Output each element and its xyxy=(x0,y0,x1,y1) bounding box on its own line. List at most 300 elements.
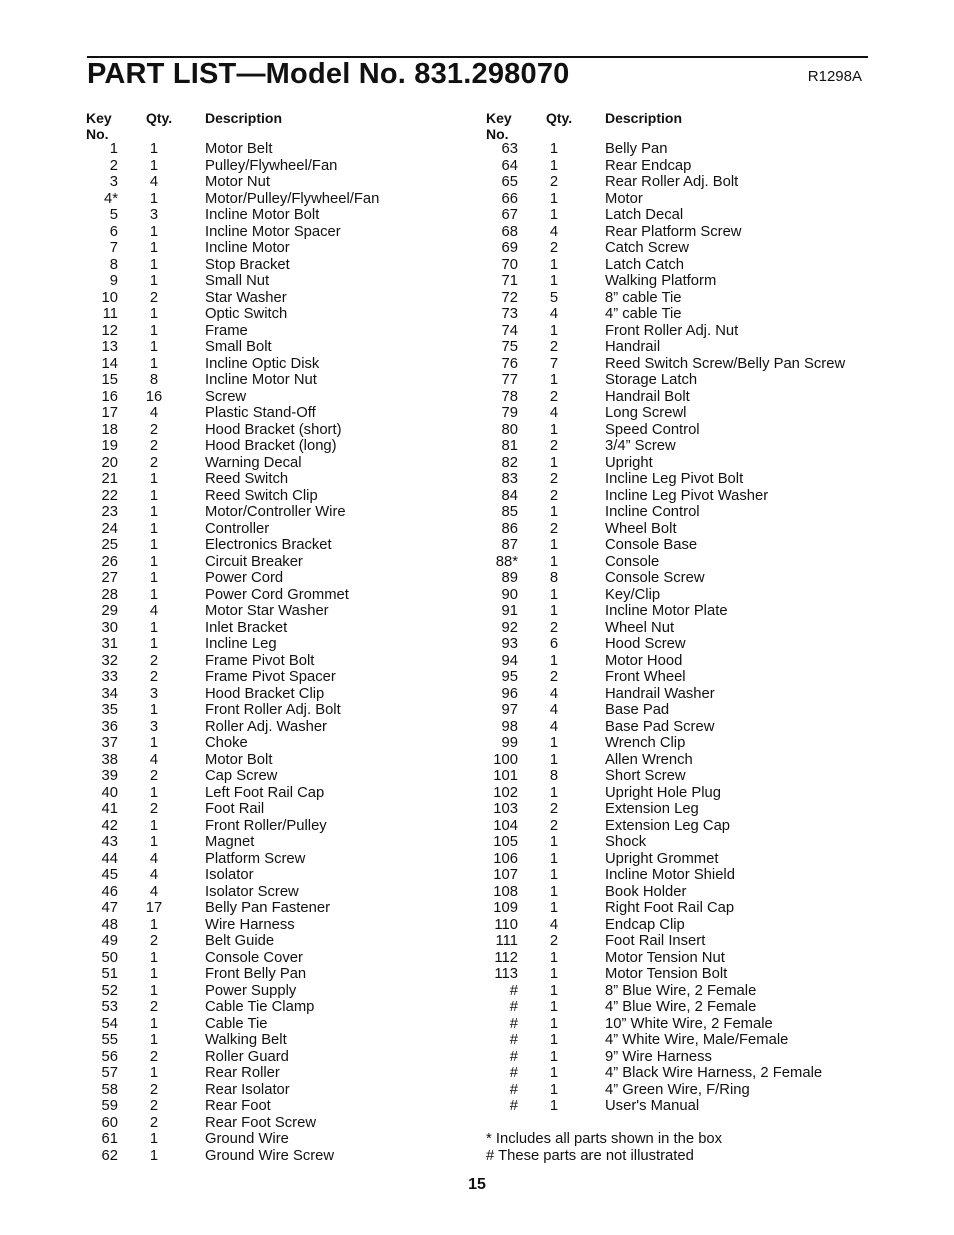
part-key-no: 56 xyxy=(101,1048,118,1065)
part-qty: 1 xyxy=(149,322,159,339)
part-description: 4” Black Wire Harness, 2 Female xyxy=(605,1065,823,1081)
part-qty: 4 xyxy=(149,751,159,768)
part-description: Rear Roller xyxy=(205,1065,280,1081)
part-qty: 1 xyxy=(149,553,159,570)
part-qty: 1 xyxy=(549,190,559,207)
part-key-no: # xyxy=(509,1032,518,1048)
part-qty: 3 xyxy=(149,718,159,735)
part-key-no: 67 xyxy=(501,207,518,223)
part-description: Console xyxy=(605,553,660,570)
part-key-no: 91 xyxy=(501,603,518,619)
part-qty: 2 xyxy=(549,388,559,405)
part-qty: 1 xyxy=(549,1065,559,1081)
part-key-no: 45 xyxy=(101,867,118,883)
part-key-no: 17 xyxy=(101,405,118,421)
part-description: Circuit Breaker xyxy=(205,553,303,570)
part-description: Stop Bracket xyxy=(205,256,290,273)
part-qty: 16 xyxy=(145,388,163,405)
part-key-no: 74 xyxy=(501,322,518,339)
part-qty: 8 xyxy=(549,570,559,586)
part-qty: 1 xyxy=(549,372,559,388)
key-no-header: Key No. xyxy=(86,110,112,142)
part-key-no: 109 xyxy=(493,900,518,916)
part-description: Rear Platform Screw xyxy=(605,223,742,240)
part-qty: 1 xyxy=(549,504,559,520)
part-qty: 2 xyxy=(549,174,559,190)
part-key-no: # xyxy=(509,1098,518,1114)
part-description: Shock xyxy=(605,834,647,850)
part-key-no: 99 xyxy=(501,735,518,751)
part-description: Key/Clip xyxy=(605,586,661,603)
part-qty: 2 xyxy=(149,1098,159,1114)
part-key-no: 2 xyxy=(109,157,118,174)
part-key-no: 26 xyxy=(101,553,118,570)
part-key-no: 84 xyxy=(501,487,518,504)
part-qty: 1 xyxy=(549,1015,559,1032)
part-key-no: 93 xyxy=(501,636,518,652)
part-description: Incline Motor Bolt xyxy=(205,207,320,223)
part-description: Electronics Bracket xyxy=(205,537,332,553)
part-qty: 4 xyxy=(549,718,559,735)
part-qty: 1 xyxy=(149,817,159,834)
part-key-no: 71 xyxy=(501,273,518,289)
part-qty: 1 xyxy=(549,256,559,273)
part-key-no: 90 xyxy=(501,586,518,603)
part-key-no: 9 xyxy=(109,273,118,289)
part-qty: 1 xyxy=(549,883,559,900)
part-description: Small Nut xyxy=(205,273,270,289)
part-key-no: 18 xyxy=(101,421,118,438)
part-key-no: 23 xyxy=(101,504,118,520)
part-key-no: 87 xyxy=(501,537,518,553)
part-qty: 1 xyxy=(149,504,159,520)
part-description: Motor Hood xyxy=(605,652,683,669)
part-description: Front Roller Adj. Bolt xyxy=(205,702,341,718)
part-description: Belly Pan Fastener xyxy=(205,900,331,916)
part-description: Incline Control xyxy=(605,504,700,520)
part-qty: 1 xyxy=(549,867,559,883)
part-description: Star Washer xyxy=(205,289,287,306)
part-qty: 1 xyxy=(149,157,159,174)
part-qty: 1 xyxy=(149,355,159,372)
part-key-no: 63 xyxy=(501,141,518,157)
part-key-no: 14 xyxy=(101,355,118,372)
part-key-no: 100 xyxy=(493,751,518,768)
part-qty: 1 xyxy=(549,966,559,982)
part-key-no: 92 xyxy=(501,619,518,636)
part-qty: 2 xyxy=(549,817,559,834)
part-description: Endcap Clip xyxy=(605,916,685,933)
part-description: Incline Motor xyxy=(205,240,290,256)
part-qty: 4 xyxy=(549,685,559,702)
part-qty: 1 xyxy=(149,586,159,603)
part-description: Motor Tension Bolt xyxy=(605,966,728,982)
part-description: Incline Motor Shield xyxy=(605,867,735,883)
part-description: Reed Switch xyxy=(205,471,289,487)
part-qty: 2 xyxy=(549,487,559,504)
part-key-no: 24 xyxy=(101,520,118,537)
part-key-no: 95 xyxy=(501,669,518,685)
part-description: Storage Latch xyxy=(605,372,698,388)
part-qty: 5 xyxy=(549,289,559,306)
part-key-no: 12 xyxy=(101,322,118,339)
part-key-no: 16 xyxy=(101,388,118,405)
part-key-no: 53 xyxy=(101,999,118,1015)
part-qty: 1 xyxy=(149,339,159,355)
part-description: Incline Optic Disk xyxy=(205,355,320,372)
part-key-no: 64 xyxy=(501,157,518,174)
part-qty: 1 xyxy=(549,553,559,570)
part-description: Reed Switch Clip xyxy=(205,487,318,504)
part-description: Magnet xyxy=(205,834,255,850)
part-qty: 1 xyxy=(149,1032,159,1048)
part-description: Controller xyxy=(205,520,270,537)
part-key-no: # xyxy=(509,982,518,999)
part-key-no: 19 xyxy=(101,438,118,454)
part-key-no: 102 xyxy=(493,784,518,801)
part-key-no: 32 xyxy=(101,652,118,669)
part-qty: 4 xyxy=(549,223,559,240)
part-key-no: # xyxy=(509,1015,518,1032)
part-key-no: 113 xyxy=(494,966,518,982)
part-qty: 1 xyxy=(549,141,559,157)
part-description: Hood Screw xyxy=(605,636,686,652)
part-description: Frame Pivot Spacer xyxy=(205,669,336,685)
footnote-asterisk: * Includes all parts shown in the box xyxy=(486,1131,723,1147)
part-qty: 1 xyxy=(149,735,159,751)
part-description: Belt Guide xyxy=(205,933,275,949)
part-qty: 4 xyxy=(149,883,159,900)
part-key-no: 77 xyxy=(501,372,518,388)
part-qty: 1 xyxy=(549,735,559,751)
part-qty: 8 xyxy=(549,768,559,784)
part-description: Belly Pan xyxy=(605,141,668,157)
part-key-no: 34 xyxy=(101,685,118,702)
part-qty: 8 xyxy=(149,372,159,388)
part-key-no: 58 xyxy=(101,1081,118,1098)
part-description: Frame Pivot Bolt xyxy=(205,652,315,669)
part-description: 8” cable Tie xyxy=(605,289,682,306)
part-qty: 7 xyxy=(549,355,559,372)
part-key-no: # xyxy=(509,1081,518,1098)
part-key-no: 49 xyxy=(101,933,118,949)
part-qty: 1 xyxy=(549,1098,559,1114)
part-description: Walking Belt xyxy=(205,1032,287,1048)
part-qty: 1 xyxy=(149,834,159,850)
part-qty: 1 xyxy=(549,1081,559,1098)
part-qty: 1 xyxy=(549,834,559,850)
part-description: Front Roller Adj. Nut xyxy=(605,322,739,339)
part-qty: 1 xyxy=(149,982,159,999)
part-qty: 1 xyxy=(149,784,159,801)
part-key-no: 1 xyxy=(109,141,118,157)
part-key-no: 28 xyxy=(101,586,118,603)
part-description: Motor/Controller Wire xyxy=(205,504,346,520)
part-key-no: 86 xyxy=(501,520,518,537)
part-key-no: 79 xyxy=(501,405,518,421)
part-description: Power Supply xyxy=(205,982,297,999)
part-qty: 1 xyxy=(149,306,159,322)
part-description: Extension Leg xyxy=(605,801,699,817)
part-key-no: 108 xyxy=(493,883,518,900)
part-description: Foot Rail Insert xyxy=(605,933,706,949)
part-key-no: 97 xyxy=(501,702,518,718)
part-qty: 1 xyxy=(549,454,559,471)
part-qty: 1 xyxy=(549,603,559,619)
part-key-no: 42 xyxy=(101,817,118,834)
part-description: Cable Tie Clamp xyxy=(205,999,315,1015)
part-qty: 1 xyxy=(549,207,559,223)
part-description: Allen Wrench xyxy=(605,751,693,768)
part-description: Cap Screw xyxy=(205,768,278,784)
part-qty: 1 xyxy=(549,273,559,289)
part-key-no: 61 xyxy=(101,1131,118,1147)
part-key-no: 11 xyxy=(102,306,118,322)
part-key-no: 80 xyxy=(501,421,518,438)
part-description: Front Roller/Pulley xyxy=(205,817,327,834)
part-description: Incline Leg xyxy=(205,636,277,652)
part-qty: 4 xyxy=(149,405,159,421)
part-description: Motor Belt xyxy=(205,141,273,157)
part-description: Console Screw xyxy=(605,570,705,586)
part-qty: 1 xyxy=(149,619,159,636)
document-code: R1298A xyxy=(807,68,862,85)
part-key-no: 62 xyxy=(101,1147,118,1164)
part-key-no: 54 xyxy=(101,1015,118,1032)
part-description: Wrench Clip xyxy=(605,735,686,751)
part-qty: 2 xyxy=(149,1114,159,1131)
part-qty: 1 xyxy=(549,537,559,553)
part-description: Incline Motor Plate xyxy=(605,603,728,619)
part-qty: 2 xyxy=(549,438,559,454)
description-header: Description xyxy=(205,110,283,126)
part-description: Ground Wire xyxy=(205,1131,289,1147)
part-description: Rear Foot Screw xyxy=(205,1114,317,1131)
part-key-no: 60 xyxy=(101,1114,118,1131)
page-number: 15 xyxy=(468,1176,486,1193)
part-key-no: 70 xyxy=(501,256,518,273)
part-qty: 4 xyxy=(549,702,559,718)
part-description: Isolator Screw xyxy=(205,883,299,900)
part-qty: 4 xyxy=(149,603,159,619)
part-description: Ground Wire Screw xyxy=(205,1147,335,1164)
part-qty: 1 xyxy=(149,1147,159,1164)
part-key-no: 33 xyxy=(101,669,118,685)
part-qty: 6 xyxy=(549,636,559,652)
part-description: Long Screwl xyxy=(605,405,687,421)
part-description: Small Bolt xyxy=(205,339,272,355)
part-description: User's Manual xyxy=(605,1098,700,1114)
part-key-no: 13 xyxy=(101,339,118,355)
part-description: Power Cord Grommet xyxy=(205,586,349,603)
part-description: 4” Blue Wire, 2 Female xyxy=(605,999,757,1015)
part-key-no: 85 xyxy=(501,504,518,520)
part-qty: 1 xyxy=(149,1015,159,1032)
part-key-no: 6 xyxy=(109,223,118,240)
part-qty: 2 xyxy=(549,801,559,817)
part-description: Handrail xyxy=(605,339,661,355)
part-description: Right Foot Rail Cap xyxy=(605,900,735,916)
part-description: Foot Rail xyxy=(205,801,265,817)
part-key-no: 43 xyxy=(101,834,118,850)
key-no-header: Key No. xyxy=(486,110,512,142)
part-key-no: 73 xyxy=(501,306,518,322)
part-key-no: 105 xyxy=(493,834,518,850)
part-key-no: 111 xyxy=(495,933,518,949)
part-key-no: 112 xyxy=(494,949,518,966)
part-qty: 1 xyxy=(149,520,159,537)
part-key-no: 47 xyxy=(101,900,118,916)
part-description: Short Screw xyxy=(605,768,686,784)
part-description: Optic Switch xyxy=(205,306,288,322)
part-key-no: 89 xyxy=(501,570,518,586)
part-qty: 1 xyxy=(549,157,559,174)
part-key-no: 20 xyxy=(101,454,118,471)
part-key-no: 7 xyxy=(109,240,118,256)
part-description: Roller Guard xyxy=(205,1048,289,1065)
part-qty: 1 xyxy=(149,256,159,273)
part-key-no: 37 xyxy=(101,735,118,751)
part-qty: 4 xyxy=(549,306,559,322)
part-key-no: 46 xyxy=(101,883,118,900)
part-description: Motor xyxy=(605,190,643,207)
part-key-no: # xyxy=(509,999,518,1015)
part-description: 9” Wire Harness xyxy=(605,1048,712,1065)
part-description: Inlet Bracket xyxy=(205,619,288,636)
part-key-no: 59 xyxy=(101,1098,118,1114)
part-qty: 17 xyxy=(145,900,163,916)
part-key-no: 106 xyxy=(493,850,518,867)
part-key-no: 88* xyxy=(495,553,518,570)
part-qty: 1 xyxy=(549,784,559,801)
part-qty: 2 xyxy=(149,421,159,438)
part-key-no: 66 xyxy=(501,190,518,207)
qty-header: Qty. xyxy=(546,110,573,126)
part-key-no: 98 xyxy=(501,718,518,735)
part-key-no: 75 xyxy=(501,339,518,355)
part-qty: 1 xyxy=(149,141,159,157)
part-key-no: 35 xyxy=(101,702,118,718)
part-description: Base Pad Screw xyxy=(605,718,715,735)
part-qty: 2 xyxy=(549,669,559,685)
part-qty: 2 xyxy=(149,933,159,949)
part-description: Incline Leg Pivot Washer xyxy=(605,487,769,504)
part-description: Handrail Bolt xyxy=(605,388,690,405)
part-description: Rear Foot xyxy=(205,1098,271,1114)
part-qty: 3 xyxy=(149,207,159,223)
part-qty: 3 xyxy=(149,685,159,702)
part-qty: 2 xyxy=(549,339,559,355)
part-key-no: # xyxy=(509,1048,518,1065)
part-description: Console Cover xyxy=(205,949,303,966)
part-description: Incline Motor Nut xyxy=(205,372,317,388)
part-key-no: 94 xyxy=(501,652,518,669)
part-qty: 1 xyxy=(149,966,159,982)
part-qty: 2 xyxy=(149,652,159,669)
part-description: Frame xyxy=(205,322,248,339)
part-key-no: 27 xyxy=(101,570,118,586)
part-description: Hood Bracket (short) xyxy=(205,421,342,438)
part-key-no: 36 xyxy=(101,718,118,735)
part-key-no: 83 xyxy=(501,471,518,487)
part-description: Wheel Nut xyxy=(605,619,675,636)
part-qty: 1 xyxy=(549,586,559,603)
part-qty: 2 xyxy=(149,801,159,817)
part-description: Base Pad xyxy=(605,702,670,718)
part-description: Upright Grommet xyxy=(605,850,719,867)
part-qty: 1 xyxy=(149,702,159,718)
page-title: PART LIST—Model No. 831.298070 xyxy=(87,58,570,90)
part-key-no: 48 xyxy=(101,916,118,933)
part-description: Platform Screw xyxy=(205,850,306,867)
part-qty: 1 xyxy=(149,1065,159,1081)
part-qty: 2 xyxy=(149,1081,159,1098)
part-description: 8” Blue Wire, 2 Female xyxy=(605,982,757,999)
part-description: Motor Nut xyxy=(205,174,270,190)
part-key-no: 55 xyxy=(101,1032,118,1048)
qty-header: Qty. xyxy=(146,110,173,126)
part-key-no: 4* xyxy=(104,190,118,207)
part-key-no: 3 xyxy=(109,174,118,190)
part-key-no: 101 xyxy=(493,768,518,784)
part-qty: 1 xyxy=(149,636,159,652)
part-description: Isolator xyxy=(205,867,254,883)
part-description: Screw xyxy=(205,388,247,405)
part-description: Incline Motor Spacer xyxy=(205,223,341,240)
part-qty: 1 xyxy=(149,487,159,504)
part-description: Power Cord xyxy=(205,570,284,586)
part-key-no: 5 xyxy=(109,207,118,223)
part-qty: 4 xyxy=(549,405,559,421)
part-qty: 1 xyxy=(149,570,159,586)
part-key-no: 50 xyxy=(101,949,118,966)
part-qty: 4 xyxy=(149,174,159,190)
part-qty: 1 xyxy=(549,751,559,768)
part-description: Front Wheel xyxy=(605,669,686,685)
part-key-no: 81 xyxy=(501,438,518,454)
part-key-no: 72 xyxy=(501,289,518,306)
part-description: Motor Tension Nut xyxy=(605,949,725,966)
part-key-no: 51 xyxy=(101,966,118,982)
part-key-no: 107 xyxy=(493,867,518,883)
part-description: Console Base xyxy=(605,537,698,553)
part-qty: 1 xyxy=(549,949,559,966)
part-key-no: 15 xyxy=(101,372,118,388)
part-qty: 2 xyxy=(549,619,559,636)
part-description: 3/4” Screw xyxy=(605,438,676,454)
part-qty: 4 xyxy=(149,850,159,867)
part-qty: 1 xyxy=(549,652,559,669)
part-description: Motor Star Washer xyxy=(205,603,329,619)
part-qty: 2 xyxy=(149,999,159,1015)
part-description: 4” White Wire, Male/Female xyxy=(605,1032,789,1048)
part-key-no: 40 xyxy=(101,784,118,801)
part-qty: 1 xyxy=(149,916,159,933)
part-key-no: 29 xyxy=(101,603,118,619)
part-description: Handrail Washer xyxy=(605,685,715,702)
description-header: Description xyxy=(605,110,683,126)
part-qty: 1 xyxy=(549,1048,559,1065)
part-description: Incline Leg Pivot Bolt xyxy=(605,471,744,487)
part-description: Hood Bracket (long) xyxy=(205,438,337,454)
part-description: Motor/Pulley/Flywheel/Fan xyxy=(205,190,380,207)
footnotes xyxy=(486,1131,722,1164)
part-key-no: 78 xyxy=(501,388,518,405)
part-description: Cable Tie xyxy=(205,1015,268,1032)
part-key-no: 8 xyxy=(109,256,118,273)
part-qty: 2 xyxy=(549,933,559,949)
part-key-no: 21 xyxy=(101,471,118,487)
